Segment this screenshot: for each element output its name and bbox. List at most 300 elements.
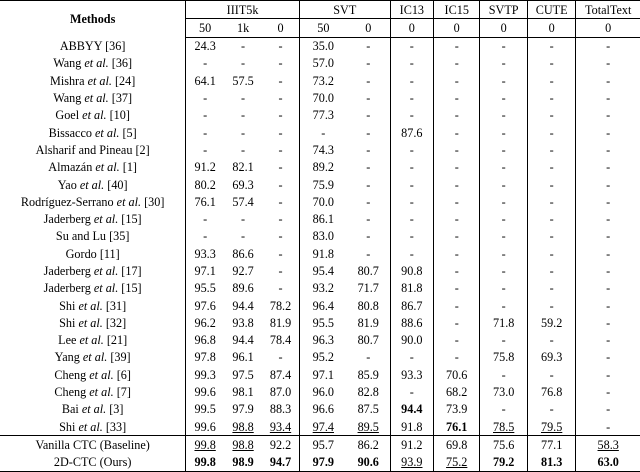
score-cell bbox=[347, 245, 390, 262]
score-value: - bbox=[278, 229, 283, 244]
score-value: 73.0 bbox=[493, 385, 515, 400]
score-value: - bbox=[241, 56, 246, 71]
table-row bbox=[0, 280, 640, 297]
lexicon-size-header: 0 bbox=[527, 19, 576, 37]
score-cell bbox=[527, 37, 576, 55]
score-value: - bbox=[366, 108, 371, 123]
dataset-header-ic15: IC15 bbox=[434, 1, 480, 19]
score-value: 70.0 bbox=[312, 91, 334, 106]
score-value: 96.8 bbox=[194, 333, 216, 348]
score-value: 85.9 bbox=[357, 367, 379, 382]
score-value: - bbox=[549, 39, 554, 54]
score-value: 81.3 bbox=[540, 455, 563, 470]
score-cell bbox=[262, 332, 299, 349]
score-cell bbox=[390, 349, 433, 366]
dataset-header-svtp: SVTP bbox=[480, 1, 527, 19]
score-cell bbox=[480, 280, 527, 297]
score-cell bbox=[576, 176, 640, 193]
score-value: - bbox=[501, 333, 506, 348]
score-cell bbox=[390, 72, 433, 89]
score-value: - bbox=[278, 125, 283, 140]
score-value: - bbox=[454, 333, 459, 348]
score-value: 99.8 bbox=[194, 455, 216, 470]
score-cell bbox=[434, 89, 480, 106]
score-cell bbox=[480, 384, 527, 401]
score-cell bbox=[576, 401, 640, 418]
score-cell bbox=[576, 193, 640, 210]
score-cell bbox=[527, 55, 576, 72]
lexicon-size-header: 0 bbox=[390, 19, 433, 37]
score-value: - bbox=[454, 177, 459, 192]
score-value: - bbox=[606, 39, 611, 54]
score-cell bbox=[224, 454, 262, 472]
method-name-part: [15] bbox=[118, 212, 142, 227]
score-cell bbox=[224, 228, 262, 245]
score-value: 99.6 bbox=[194, 385, 216, 400]
method-name bbox=[0, 366, 186, 383]
score-cell bbox=[390, 245, 433, 262]
score-value: - bbox=[501, 160, 506, 175]
score-value: - bbox=[278, 246, 283, 261]
dataset-header-cute: CUTE bbox=[527, 1, 576, 19]
score-cell bbox=[527, 262, 576, 279]
score-cell bbox=[224, 89, 262, 106]
score-value: 83.0 bbox=[312, 229, 334, 244]
method-name bbox=[0, 280, 186, 297]
table-row bbox=[0, 245, 640, 262]
score-cell bbox=[262, 262, 299, 279]
score-cell bbox=[299, 454, 346, 472]
score-value: - bbox=[203, 125, 208, 140]
score-value: - bbox=[501, 56, 506, 71]
score-value: - bbox=[278, 177, 283, 192]
score-cell bbox=[186, 418, 224, 436]
score-cell bbox=[527, 418, 576, 436]
score-value: 92.2 bbox=[269, 437, 292, 452]
method-name-part: Shi bbox=[59, 315, 79, 330]
score-cell bbox=[262, 89, 299, 106]
score-value: - bbox=[454, 298, 459, 313]
score-value: 94.4 bbox=[401, 402, 423, 417]
score-value: - bbox=[606, 73, 611, 88]
method-name-part: Jaderberg bbox=[43, 264, 94, 278]
score-value: 90.0 bbox=[401, 333, 423, 348]
lexicon-size-header: 0 bbox=[434, 19, 480, 37]
score-value: - bbox=[409, 39, 414, 54]
method-name bbox=[0, 245, 186, 262]
score-value: - bbox=[409, 194, 414, 209]
score-value: - bbox=[606, 385, 611, 400]
score-cell bbox=[576, 89, 640, 106]
score-value: - bbox=[606, 194, 611, 209]
score-value: 57.4 bbox=[232, 194, 254, 209]
score-value: - bbox=[501, 212, 506, 227]
method-name bbox=[0, 193, 186, 210]
table-row bbox=[0, 159, 640, 176]
score-cell bbox=[390, 55, 433, 72]
score-value: - bbox=[241, 142, 246, 157]
score-cell bbox=[480, 141, 527, 158]
score-cell bbox=[347, 176, 390, 193]
score-value: - bbox=[278, 264, 283, 278]
score-value: - bbox=[549, 56, 554, 71]
score-value: - bbox=[549, 367, 554, 382]
score-cell bbox=[576, 332, 640, 349]
score-cell bbox=[347, 55, 390, 72]
score-cell bbox=[576, 454, 640, 472]
score-cell bbox=[390, 454, 433, 472]
score-value: 95.4 bbox=[312, 264, 334, 278]
score-value: - bbox=[549, 91, 554, 106]
score-value: - bbox=[366, 212, 371, 227]
score-cell bbox=[527, 332, 576, 349]
score-value: 96.0 bbox=[312, 385, 334, 400]
score-value: - bbox=[366, 125, 371, 140]
score-cell bbox=[347, 89, 390, 106]
score-cell bbox=[527, 245, 576, 262]
score-value: 75.9 bbox=[312, 177, 334, 192]
score-value: 96.6 bbox=[312, 402, 334, 417]
method-name-part: [3] bbox=[106, 402, 124, 417]
score-cell bbox=[186, 228, 224, 245]
method-name bbox=[0, 211, 186, 228]
score-value: - bbox=[366, 246, 371, 261]
score-cell bbox=[347, 211, 390, 228]
score-cell bbox=[262, 159, 299, 176]
score-cell bbox=[299, 245, 346, 262]
table-body bbox=[0, 37, 640, 471]
score-cell bbox=[224, 245, 262, 262]
methods-header: Methods bbox=[0, 1, 186, 38]
score-cell bbox=[576, 245, 640, 262]
method-name-part: et al. bbox=[78, 315, 103, 330]
method-name-part: Jaderberg bbox=[43, 212, 94, 227]
method-name-part: Gordo [11] bbox=[65, 246, 120, 261]
score-cell bbox=[434, 245, 480, 262]
score-cell bbox=[262, 193, 299, 210]
method-name-part: [17] bbox=[118, 264, 142, 278]
score-value: 93.3 bbox=[401, 367, 423, 382]
score-cell bbox=[262, 436, 299, 454]
method-name-part: Alsharif and Pineau [2] bbox=[35, 142, 150, 157]
method-name-part: et al. bbox=[81, 402, 107, 417]
score-value: - bbox=[241, 91, 246, 106]
method-name-part: Jaderberg bbox=[43, 281, 94, 296]
score-cell bbox=[262, 107, 299, 124]
score-value: 91.2 bbox=[401, 437, 423, 452]
score-value: - bbox=[501, 73, 506, 88]
method-name-part: [37] bbox=[108, 91, 133, 106]
table-row bbox=[0, 297, 640, 314]
score-cell bbox=[527, 314, 576, 331]
score-cell bbox=[299, 141, 346, 158]
method-name-part: [36] bbox=[108, 56, 133, 71]
score-cell bbox=[480, 262, 527, 279]
score-value: - bbox=[409, 212, 414, 227]
score-cell bbox=[299, 297, 346, 314]
score-value: - bbox=[241, 125, 246, 140]
table-row bbox=[0, 262, 640, 279]
score-value: 76.1 bbox=[446, 419, 468, 434]
score-cell bbox=[434, 436, 480, 454]
score-value: 96.2 bbox=[194, 315, 216, 330]
score-cell bbox=[224, 401, 262, 418]
score-cell bbox=[299, 176, 346, 193]
score-cell bbox=[390, 107, 433, 124]
score-cell bbox=[299, 55, 346, 72]
score-value: - bbox=[409, 246, 414, 261]
score-cell bbox=[347, 436, 390, 454]
score-cell bbox=[186, 262, 224, 279]
score-cell bbox=[480, 349, 527, 366]
score-cell bbox=[480, 107, 527, 124]
score-cell bbox=[434, 280, 480, 297]
score-cell bbox=[224, 193, 262, 210]
score-cell bbox=[347, 280, 390, 297]
score-cell bbox=[576, 211, 640, 228]
score-value: - bbox=[203, 212, 208, 227]
score-cell bbox=[186, 436, 224, 454]
score-value: - bbox=[606, 298, 611, 313]
score-value: 99.8 bbox=[194, 437, 216, 452]
table-row bbox=[0, 72, 640, 89]
table-row bbox=[0, 37, 640, 55]
score-value: - bbox=[278, 73, 283, 88]
score-value: 94.4 bbox=[232, 333, 254, 348]
score-value: 97.1 bbox=[194, 264, 216, 278]
score-value: 86.6 bbox=[232, 246, 254, 261]
score-value: 91.8 bbox=[312, 246, 334, 261]
score-cell bbox=[576, 314, 640, 331]
method-name-part: Goel bbox=[55, 108, 83, 123]
score-value: - bbox=[278, 212, 283, 227]
table-row bbox=[0, 89, 640, 106]
method-name-part: [21] bbox=[103, 333, 128, 348]
table-row bbox=[0, 401, 640, 418]
score-cell bbox=[262, 366, 299, 383]
score-cell bbox=[186, 124, 224, 141]
score-value: 79.2 bbox=[493, 455, 515, 470]
score-cell bbox=[527, 401, 576, 418]
score-cell bbox=[390, 418, 433, 436]
method-name bbox=[0, 418, 186, 436]
score-value: - bbox=[501, 125, 506, 140]
dataset-header-ic13: IC13 bbox=[390, 1, 433, 19]
method-name bbox=[0, 176, 186, 193]
score-value: 35.0 bbox=[312, 39, 334, 54]
score-value: 96.4 bbox=[312, 298, 334, 313]
score-value: - bbox=[278, 39, 283, 54]
score-cell bbox=[480, 176, 527, 193]
score-cell bbox=[347, 297, 390, 314]
dataset-header-totaltext: TotalText bbox=[576, 1, 640, 19]
table-row bbox=[0, 211, 640, 228]
score-value: - bbox=[606, 177, 611, 192]
score-value: - bbox=[454, 246, 459, 261]
lexicon-size-header: 0 bbox=[480, 19, 527, 37]
method-name-part: [10] bbox=[106, 108, 130, 123]
score-cell bbox=[347, 159, 390, 176]
score-value: 58.3 bbox=[597, 437, 619, 452]
score-value: - bbox=[241, 229, 246, 244]
score-value: 86.2 bbox=[357, 437, 379, 452]
method-name-part: 2D-CTC (Ours) bbox=[53, 455, 132, 470]
score-value: - bbox=[501, 177, 506, 192]
score-cell bbox=[480, 37, 527, 55]
score-value: - bbox=[241, 212, 246, 227]
score-value: - bbox=[454, 39, 459, 54]
method-name-part: et al. bbox=[95, 160, 120, 175]
score-value: 80.8 bbox=[357, 298, 379, 313]
score-cell bbox=[347, 454, 390, 472]
method-name bbox=[0, 55, 186, 72]
score-value: - bbox=[203, 142, 208, 157]
score-value: - bbox=[454, 73, 459, 88]
score-cell bbox=[480, 159, 527, 176]
score-cell bbox=[186, 176, 224, 193]
score-cell bbox=[186, 159, 224, 176]
score-cell bbox=[576, 366, 640, 383]
score-cell bbox=[299, 366, 346, 383]
score-value: - bbox=[549, 108, 554, 123]
score-value: - bbox=[321, 125, 326, 140]
score-cell bbox=[224, 262, 262, 279]
score-cell bbox=[480, 124, 527, 141]
score-value: 87.5 bbox=[357, 402, 379, 417]
score-cell bbox=[527, 280, 576, 297]
score-cell bbox=[186, 193, 224, 210]
score-value: - bbox=[549, 281, 554, 296]
score-cell bbox=[390, 384, 433, 401]
score-value: - bbox=[454, 125, 459, 140]
method-name-part: Wang bbox=[53, 91, 85, 106]
score-value: 78.5 bbox=[493, 419, 515, 434]
score-value: - bbox=[606, 333, 611, 348]
score-cell bbox=[186, 454, 224, 472]
score-value: - bbox=[606, 315, 611, 330]
lexicon-size-header: 0 bbox=[347, 19, 390, 37]
score-cell bbox=[434, 141, 480, 158]
score-value: - bbox=[278, 56, 283, 71]
method-name-part: [31] bbox=[102, 298, 127, 313]
score-cell bbox=[390, 332, 433, 349]
score-value: - bbox=[606, 125, 611, 140]
table-row bbox=[0, 124, 640, 141]
method-name-part: et al. bbox=[93, 264, 119, 278]
score-value: - bbox=[549, 333, 554, 348]
method-name-part: [40] bbox=[104, 177, 128, 192]
score-cell bbox=[347, 228, 390, 245]
score-value: - bbox=[409, 91, 414, 106]
score-cell bbox=[480, 193, 527, 210]
score-value: 97.8 bbox=[194, 350, 216, 365]
score-cell bbox=[434, 332, 480, 349]
method-name-part: [32] bbox=[102, 315, 127, 330]
score-value: - bbox=[606, 350, 611, 365]
score-cell bbox=[186, 107, 224, 124]
score-cell bbox=[390, 366, 433, 383]
score-value: 95.2 bbox=[312, 350, 334, 365]
score-cell bbox=[347, 314, 390, 331]
method-name-part: [33] bbox=[102, 419, 127, 434]
score-value: - bbox=[454, 264, 459, 278]
score-value: - bbox=[278, 160, 283, 175]
score-value: 69.3 bbox=[232, 177, 254, 192]
score-cell bbox=[299, 89, 346, 106]
score-cell bbox=[527, 366, 576, 383]
score-cell bbox=[576, 297, 640, 314]
method-name bbox=[0, 37, 186, 55]
score-cell bbox=[299, 262, 346, 279]
score-value: 88.6 bbox=[401, 315, 423, 330]
score-cell bbox=[347, 193, 390, 210]
score-value: 70.0 bbox=[312, 194, 334, 209]
score-value: - bbox=[606, 246, 611, 261]
score-value: 75.8 bbox=[493, 350, 515, 365]
table-row bbox=[0, 193, 640, 210]
table-row bbox=[0, 228, 640, 245]
score-value: 99.3 bbox=[194, 367, 216, 382]
score-value: 88.3 bbox=[269, 402, 292, 417]
score-value: - bbox=[409, 160, 414, 175]
score-cell bbox=[576, 159, 640, 176]
score-cell bbox=[434, 384, 480, 401]
score-value: - bbox=[549, 73, 554, 88]
score-value: 97.9 bbox=[232, 402, 254, 417]
method-name-part: Yao bbox=[57, 177, 80, 192]
score-value: 93.4 bbox=[269, 419, 292, 434]
score-value: - bbox=[501, 194, 506, 209]
score-cell bbox=[434, 37, 480, 55]
method-name-part: et al. bbox=[93, 212, 119, 227]
method-name-part: et al. bbox=[84, 91, 109, 106]
score-cell bbox=[299, 107, 346, 124]
method-name-part: Rodríguez-Serrano bbox=[20, 194, 117, 209]
score-cell bbox=[434, 418, 480, 436]
score-value: 93.8 bbox=[232, 315, 254, 330]
method-name-part: [39] bbox=[107, 350, 131, 365]
score-value: - bbox=[454, 56, 459, 71]
method-name bbox=[0, 384, 186, 401]
score-cell bbox=[434, 262, 480, 279]
lexicon-size-header: 0 bbox=[576, 19, 640, 37]
score-value: 95.5 bbox=[312, 315, 334, 330]
method-name-part: Wang bbox=[53, 56, 85, 71]
score-value: - bbox=[278, 281, 283, 296]
score-cell bbox=[224, 314, 262, 331]
score-value: 24.3 bbox=[194, 39, 216, 54]
score-cell bbox=[576, 384, 640, 401]
score-value: - bbox=[501, 108, 506, 123]
score-value: - bbox=[501, 281, 506, 296]
score-value: - bbox=[203, 229, 208, 244]
lexicon-size-header: 50 bbox=[186, 19, 224, 37]
method-name-part: Bissacco bbox=[48, 125, 96, 140]
method-name bbox=[0, 72, 186, 89]
dataset-header-svt: SVT bbox=[299, 1, 390, 19]
score-value: 96.3 bbox=[312, 333, 334, 348]
score-cell bbox=[224, 159, 262, 176]
score-cell bbox=[262, 418, 299, 436]
score-value: 91.2 bbox=[194, 160, 216, 175]
score-cell bbox=[434, 107, 480, 124]
score-value: - bbox=[549, 177, 554, 192]
score-value: 97.9 bbox=[312, 455, 334, 470]
score-value: - bbox=[366, 56, 371, 71]
score-value: 68.2 bbox=[446, 385, 468, 400]
method-name-part: et al. bbox=[84, 56, 109, 71]
method-name-part: et al. bbox=[82, 350, 108, 365]
